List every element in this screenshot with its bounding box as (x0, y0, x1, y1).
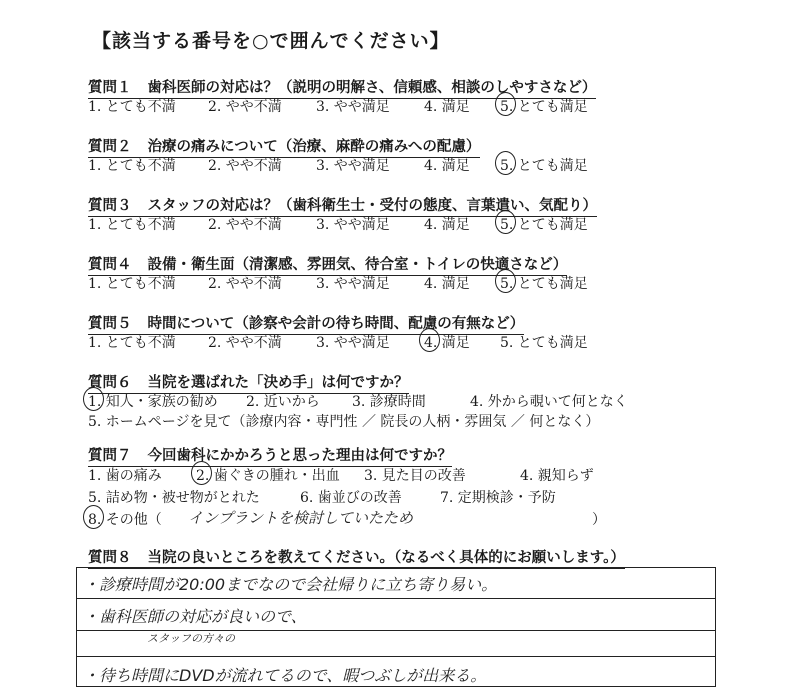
q7-other-handwriting: インプラントを検討していたため (188, 509, 414, 527)
q7-option-2[interactable] (196, 465, 340, 485)
q7-option-8[interactable] (88, 509, 162, 529)
q5-option-2[interactable]: 2. やや不満 (208, 335, 282, 351)
q3-option-1[interactable]: 1. とても不満 (88, 217, 176, 233)
q7-other-close: ） (592, 512, 606, 528)
q7-option-1[interactable]: 1. 歯の痛み (88, 468, 162, 484)
question-5-text: 時間について（診察や会計の待ち時間、配慮の有無など） (147, 316, 525, 332)
q6-option-1[interactable] (88, 391, 218, 411)
selection-circle (83, 387, 104, 411)
answer-line-2: ・歯科医師の対応が良いので、 (83, 607, 307, 626)
q5-option-1[interactable]: 1. とても不満 (88, 335, 176, 351)
q1-option-4[interactable]: 4. 満足 (424, 99, 470, 115)
question-6-text: 当院を選ばれた「決め手」は何ですか？ (147, 375, 409, 391)
question-4-text: 設備・衛生面（清潔感、雰囲気、待合室・トイレの快適さなど） (147, 257, 568, 273)
q5-option-3[interactable]: 3. やや満足 (316, 335, 390, 351)
q1-option-5-label: 5. とても満足 (500, 99, 588, 115)
q2-option-4[interactable]: 4. 満足 (424, 158, 470, 174)
selection-circle (495, 151, 516, 175)
q4-option-5[interactable] (500, 273, 588, 293)
q6-option-1-label: 1. 知人・家族の勧め (88, 394, 218, 410)
q6-option-5[interactable]: 5. ホームページを見て（診療内容・専門性 ／ 院長の人柄・雰囲気 ／ 何となく） (88, 414, 600, 430)
q1-option-2[interactable]: 2. やや不満 (208, 99, 282, 115)
q7-option-2-label: 2. 歯ぐきの腫れ・出血 (196, 468, 340, 484)
answer-line-1: ・診療時間が20:00までなので会社帰りに立ち寄り易い。 (83, 575, 498, 594)
q7-option-5[interactable]: 5. 詰め物・被せ物がとれた (88, 490, 260, 506)
q5-option-5[interactable]: 5. とても満足 (500, 335, 588, 351)
q4-option-2[interactable]: 2. やや不満 (208, 276, 282, 292)
selection-circle (191, 461, 212, 485)
q7-option-6[interactable]: 6. 歯並びの改善 (300, 490, 402, 506)
q5-option-4[interactable] (424, 332, 470, 352)
q2-option-5-label: 5. とても満足 (500, 158, 588, 174)
question-8-number: 質問８ (88, 550, 132, 566)
page-title: 【該当する番号を○で囲んでください】 (92, 30, 450, 52)
q1-option-5[interactable] (500, 96, 588, 116)
q2-option-1[interactable]: 1. とても不満 (88, 158, 176, 174)
question-4-number: 質問４ (88, 257, 132, 273)
question-1-text: 歯科医師の対応は？（説明の明解さ、信頼感、相談のしやすさなど） (147, 80, 597, 96)
q7-option-7[interactable]: 7. 定期検診・予防 (440, 490, 556, 506)
question-8-text: 当院の良いところを教えてください。（なるべく具体的にお願いします。） (147, 550, 625, 566)
q1-option-3[interactable]: 3. やや満足 (316, 99, 390, 115)
q4-option-1[interactable]: 1. とても不満 (88, 276, 176, 292)
question-7-number: 質問７ (88, 448, 132, 464)
question-1-number: 質問１ (88, 80, 132, 96)
selection-circle (83, 505, 104, 529)
q2-option-3[interactable]: 3. やや満足 (316, 158, 390, 174)
q6-option-3[interactable]: 3. 診療時間 (352, 394, 426, 410)
question-2-text: 治療の痛みについて（治療、麻酔の痛みへの配慮） (147, 139, 481, 155)
answer-line-2-insert: スタッフの方々の (147, 632, 235, 645)
q1-option-1[interactable]: 1. とても不満 (88, 99, 176, 115)
q3-option-4[interactable]: 4. 満足 (424, 217, 470, 233)
q3-option-2[interactable]: 2. やや不満 (208, 217, 282, 233)
answer-line-3: ・待ち時間にDVDが流れてるので、暇つぶしが出来る。 (83, 666, 487, 685)
answer-line (77, 656, 715, 657)
q2-option-2[interactable]: 2. やや不満 (208, 158, 282, 174)
question-3-text: スタッフの対応は？（歯科衛生士・受付の態度、言葉遣い、気配り） (147, 198, 597, 214)
question-3-number: 質問３ (88, 198, 132, 214)
q7-option-4[interactable]: 4. 親知らず (520, 468, 594, 484)
selection-circle (419, 328, 440, 352)
question-7-header (88, 444, 452, 467)
q3-option-5-label: 5. とても満足 (500, 217, 588, 233)
q7-option-8-label: 8. その他（ (88, 512, 162, 528)
free-answer-box[interactable] (76, 567, 716, 687)
question-2-number: 質問２ (88, 139, 132, 155)
question-7-text: 今回歯科にかかろうと思った理由は何ですか？ (147, 448, 452, 464)
q6-option-2[interactable]: 2. 近いから (246, 394, 320, 410)
q7-option-3[interactable]: 3. 見た目の改善 (364, 468, 466, 484)
question-5-number: 質問５ (88, 316, 132, 332)
answer-line (77, 598, 715, 599)
q4-option-4[interactable]: 4. 満足 (424, 276, 470, 292)
question-6-number: 質問６ (88, 375, 132, 391)
q4-option-5-label: 5. とても満足 (500, 276, 588, 292)
q4-option-3[interactable]: 3. やや満足 (316, 276, 390, 292)
q3-option-3[interactable]: 3. やや満足 (316, 217, 390, 233)
question-8-header (88, 546, 625, 569)
selection-circle (495, 92, 516, 116)
selection-circle (495, 269, 516, 293)
q5-option-4-label: 4. 満足 (424, 335, 470, 351)
q3-option-5[interactable] (500, 214, 588, 234)
selection-circle (495, 210, 516, 234)
q2-option-5[interactable] (500, 155, 588, 175)
q6-option-4[interactable]: 4. 外から覗いて何となく (470, 394, 628, 410)
